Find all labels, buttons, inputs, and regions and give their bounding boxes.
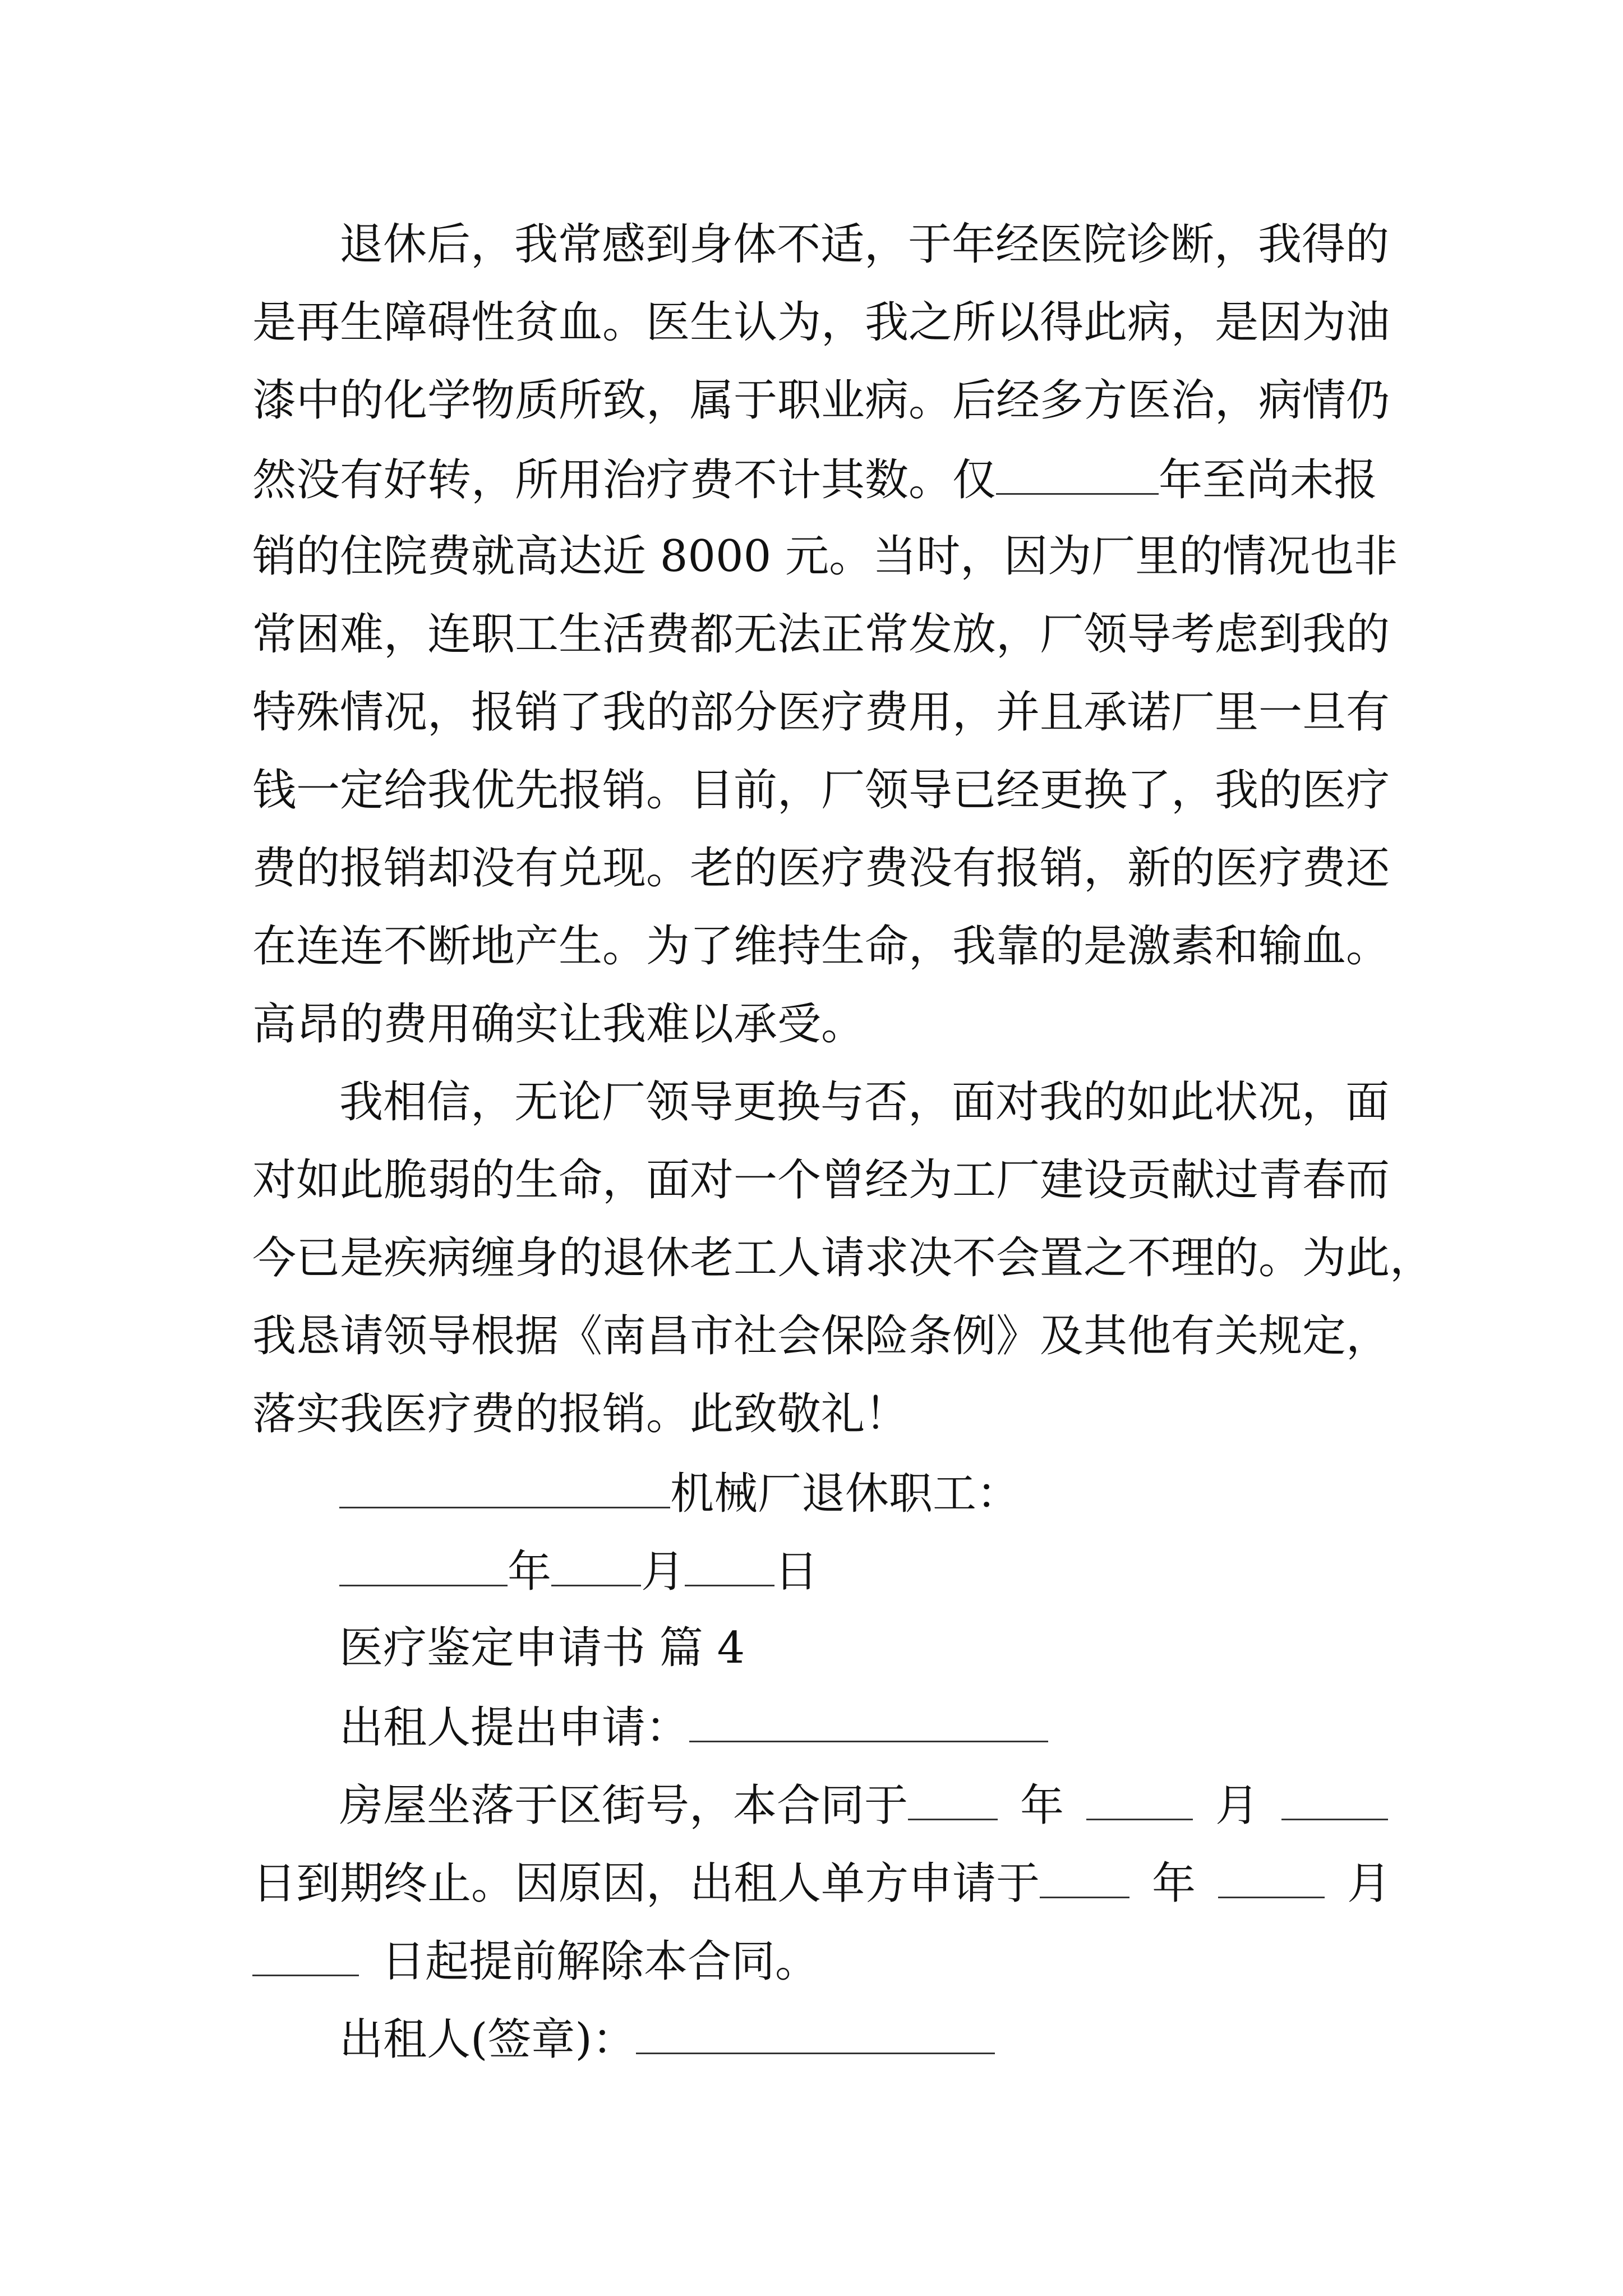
lessor-sign-line: [339, 2010, 995, 2066]
paragraph-3-line-2-text: 日到期终止。因原因，出租人单方申请于: [252, 1858, 1040, 1909]
contract-year-blank: [908, 1776, 998, 1820]
paragraph-1-line-3: 漆中的化学物质所致，属于职业病。后经多方医治，病情仍: [252, 375, 1390, 426]
contract-month-blank: [1086, 1776, 1193, 1820]
lessor-sign-label: 出租人(签章)：: [339, 2014, 636, 2065]
signature-date-line: [339, 1542, 818, 1598]
paragraph-1-line-4-text: 然没有好转，所用治疗费不计其数。仅: [252, 455, 997, 505]
paragraph-1-line-11: 高昂的费用确实让我难以承受。: [252, 999, 865, 1050]
paragraph-3-line-1: [339, 1776, 1388, 1832]
paragraph-1-line-2: 是再生障碍性贫血。医生认为，我之所以得此病，是因为油: [252, 297, 1390, 348]
paragraph-2-line-5: 落实我医疗费的报销。此致敬礼！: [252, 1389, 909, 1439]
termination-year-blank: [1040, 1854, 1129, 1898]
contract-day-blank: [1281, 1776, 1388, 1820]
signature-month-blank: [551, 1542, 641, 1586]
termination-day-blank: [252, 1932, 359, 1976]
year-blank: [996, 450, 1159, 495]
signature-day-label: 日: [774, 1547, 819, 1597]
paragraph-3-line-3: [252, 1932, 819, 1988]
applicant-line: [339, 1698, 1048, 1754]
paragraph-1-line-5: 销的住院费就高达近 8000 元。当时，因为厂里的情况也非: [252, 531, 1398, 582]
signature-org-line: [339, 1464, 1020, 1520]
paragraph-1-line-9: 费的报销却没有兑现。老的医疗费没有报销，新的医疗费还: [252, 843, 1390, 894]
signature-month-label: 月: [641, 1547, 685, 1597]
paragraph-1-line-8: 钱一定给我优先报销。目前，厂领导已经更换了，我的医疗: [252, 765, 1390, 816]
signature-year-blank: [339, 1542, 508, 1586]
org-name-blank: [339, 1464, 670, 1508]
paragraph-2-line-3: 今已是疾病缠身的退休老工人请求决不会置之不理的。为此，: [252, 1233, 1434, 1283]
paragraph-3-line-2: [252, 1854, 1391, 1910]
applicant-blank: [689, 1698, 1048, 1742]
paragraph-2-line-1: 我相信，无论厂领导更换与否，面对我的如此状况，面: [339, 1077, 1390, 1128]
paragraph-1-line-4: [252, 450, 1377, 507]
paragraph-2-line-2: 对如此脆弱的生命，面对一个曾经为工厂建设贡献过青春而: [252, 1155, 1390, 1205]
paragraph-1-line-1: 退休后，我常感到身体不适，于年经医院诊断，我得的: [339, 219, 1390, 270]
paragraph-3-line-3-text: 日起提前解除本合同。: [381, 1936, 819, 1987]
contract-month-label: 月: [1215, 1780, 1260, 1831]
signature-year-label: 年: [508, 1547, 552, 1597]
termination-month-blank: [1218, 1854, 1325, 1898]
signature-day-blank: [685, 1542, 774, 1586]
lessor-sign-blank: [636, 2010, 995, 2054]
paragraph-1-line-4-tail: 年至尚未报: [1159, 455, 1378, 505]
org-suffix: 机械厂退休职工：: [670, 1469, 1021, 1519]
applicant-label: 出租人提出申请：: [339, 1703, 690, 1753]
termination-month-label: 月: [1347, 1858, 1391, 1909]
paragraph-2-line-4: 我恳请领导根据《南昌市社会保险条例》及其他有关规定，: [252, 1311, 1390, 1361]
paragraph-1-line-7: 特殊情况，报销了我的部分医疗费用，并且承诺厂里一旦有: [252, 687, 1390, 738]
paragraph-1-line-10: 在连连不断地产生。为了维持生命，我靠的是激素和输血。: [252, 921, 1390, 972]
termination-year-label: 年: [1152, 1858, 1196, 1909]
paragraph-3-line-1-text: 房屋坐落于区街号，本合同于: [339, 1780, 909, 1831]
paragraph-1-line-6: 常困难，连职工生活费都无法正常发放，厂领导考虑到我的: [252, 609, 1390, 660]
contract-year-label: 年: [1020, 1780, 1064, 1831]
section-title: 医疗鉴定申请书 篇 4: [339, 1623, 745, 1673]
